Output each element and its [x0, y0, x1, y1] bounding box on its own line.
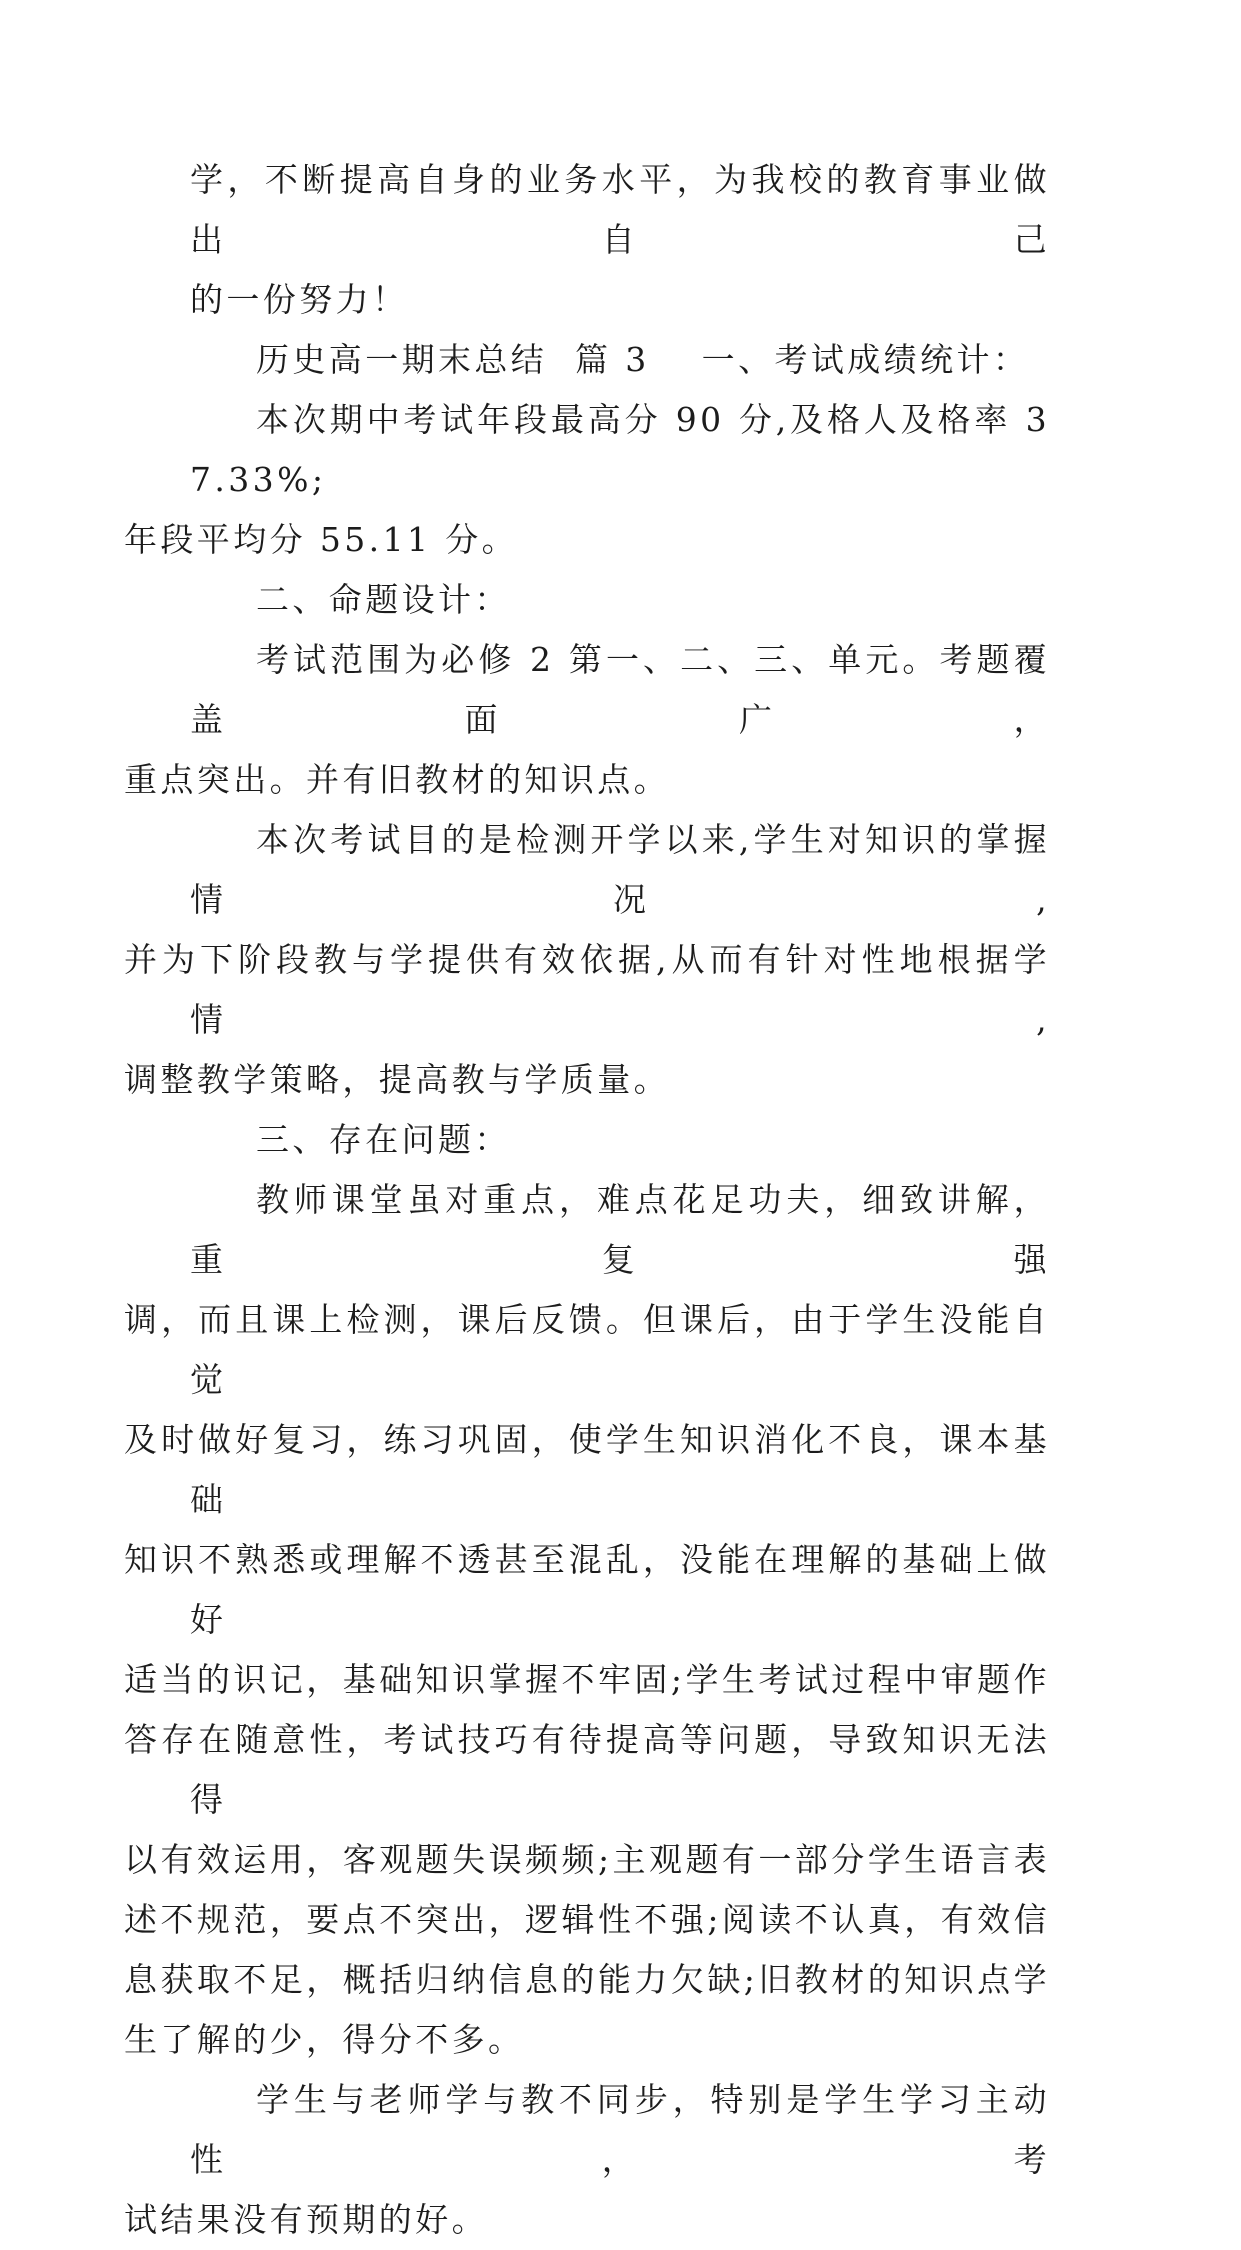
text-line: 学生与老师学与教不同步，特别是学生学习主动性，考	[190, 2080, 1050, 2179]
section-heading: 三、存在问题：	[256, 1120, 511, 1159]
document-body	[124, 150, 1050, 2250]
text-line: 述不规范，要点不突出，逻辑性不强;阅读不认真，有效信	[124, 1900, 1050, 1939]
paragraph-sync-issue	[124, 2070, 1050, 2250]
paragraph-exam-purpose	[124, 810, 1050, 1110]
section-heading: 二、命题设计：	[256, 580, 511, 619]
text-line: 调整教学策略，提高教与学质量。	[124, 1060, 670, 1099]
text-line: 重点突出。并有旧教材的知识点。	[124, 760, 670, 799]
text-line: 学，不断提高自身的业务水平，为我校的教育事业做出自己	[190, 160, 1050, 259]
text-line: 教师课堂虽对重点，难点花足功夫，细致讲解，重复强	[190, 1180, 1050, 1279]
part-label: 篇 3	[574, 340, 650, 379]
text-line: 的一份努力！	[190, 280, 409, 319]
text-line: 答存在随意性，考试技巧有待提高等问题，导致知识无法得	[124, 1720, 1050, 1819]
paragraph-problems-detail	[124, 1170, 1050, 2070]
text-line: 年段平均分 55.11 分。	[124, 520, 519, 559]
paragraph-continuation	[190, 150, 1050, 330]
text-line: 本次考试目的是检测开学以来,学生对知识的掌握情况,	[190, 820, 1050, 919]
text-line: 试结果没有预期的好。	[124, 2200, 488, 2239]
text-line: 适当的识记，基础知识掌握不牢固;学生考试过程中审题作	[124, 1660, 1050, 1699]
text-line: 考试范围为必修 2 第一、二、三、单元。考题覆盖面广，	[190, 640, 1050, 739]
text-line: 知识不熟悉或理解不透甚至混乱，没能在理解的基础上做好	[124, 1540, 1050, 1639]
text-line: 及时做好复习，练习巩固，使学生知识消化不良，课本基础	[124, 1420, 1050, 1519]
section-heading: 一、考试成绩统计：	[701, 340, 1030, 379]
paragraph-score-stats	[124, 390, 1050, 570]
section-heading-design	[190, 570, 1050, 630]
text-line: 生了解的少，得分不多。	[124, 2020, 525, 2059]
document-title: 历史高一期末总结	[256, 340, 548, 379]
text-line: 以有效运用，客观题失误频频;主观题有一部分学生语言表	[124, 1840, 1050, 1879]
text-line: 息获取不足，概括归纳信息的能力欠缺;旧教材的知识点学	[124, 1960, 1050, 1999]
section-heading-problems	[190, 1110, 1050, 1170]
text-line: 并为下阶段教与学提供有效依据,从而有针对性地根据学情,	[124, 940, 1050, 1039]
text-line: 本次期中考试年段最高分 90 分,及格人及格率 37.33%;	[190, 400, 1050, 499]
text-line: 调，而且课上检测，课后反馈。但课后，由于学生没能自觉	[124, 1300, 1050, 1399]
paragraph-exam-scope	[124, 630, 1050, 810]
section-heading-line	[190, 330, 1050, 390]
